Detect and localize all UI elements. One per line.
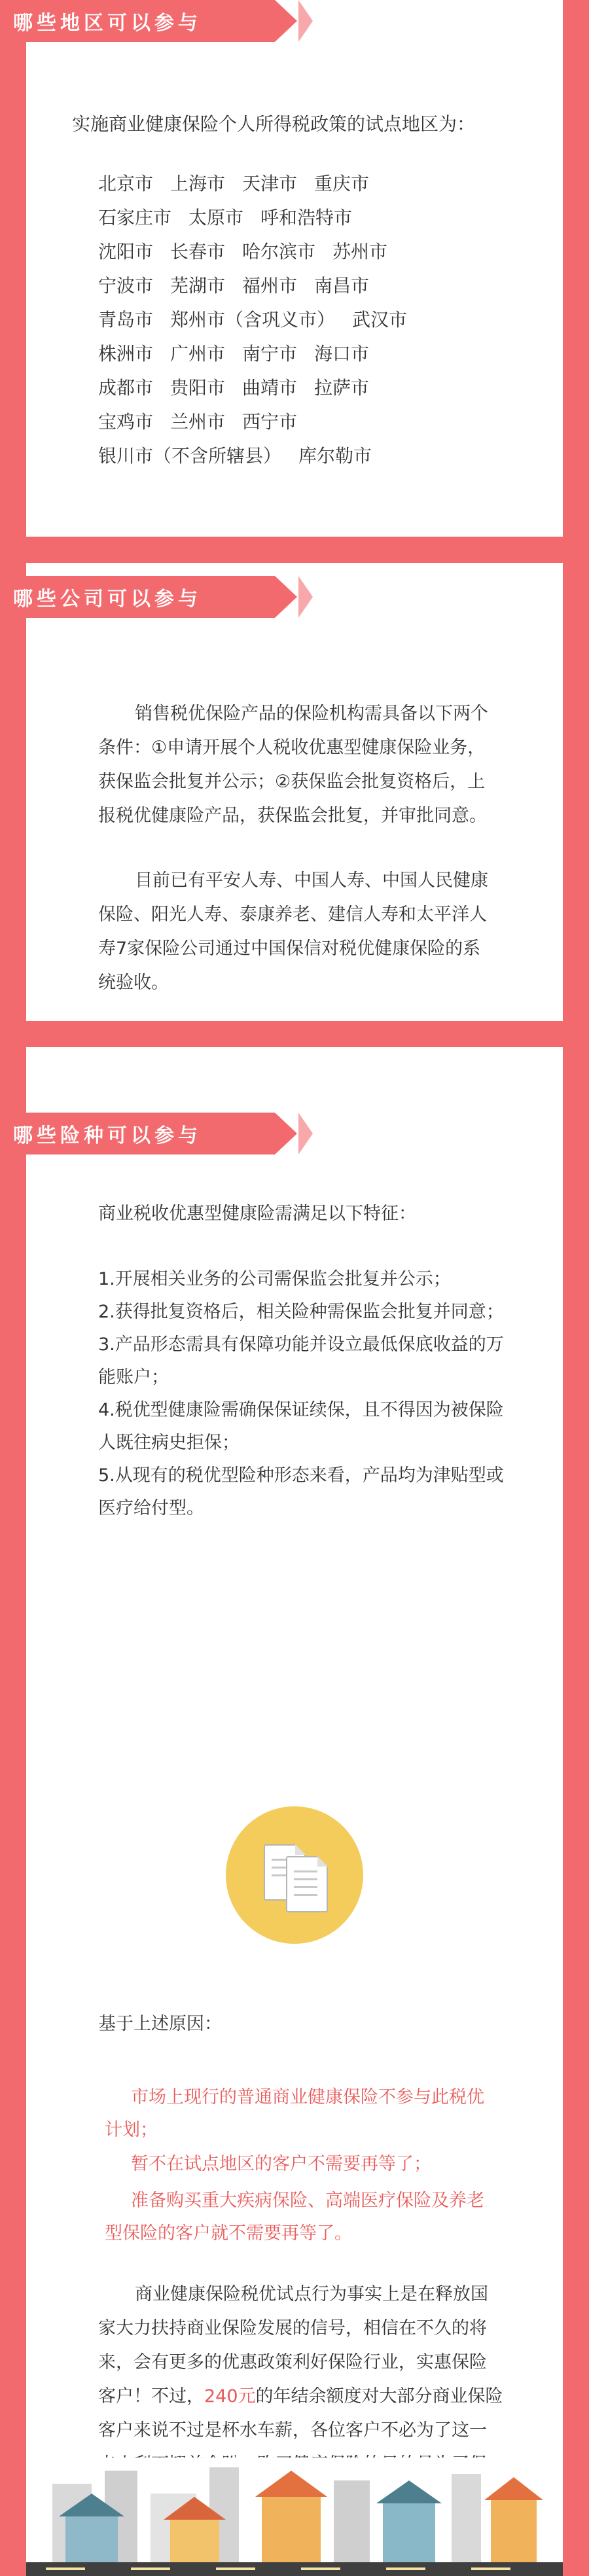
city-name: 曲靖市 bbox=[242, 377, 298, 399]
city-row bbox=[98, 201, 504, 235]
city-row bbox=[98, 269, 504, 303]
city-name: 库尔勒市 bbox=[298, 445, 372, 467]
city-list bbox=[98, 167, 504, 473]
feature-item: 4.税优型健康险需确保保证续保，且不得因为被保险人既往病史拒保； bbox=[98, 1400, 504, 1453]
banner-tail-icon bbox=[298, 1113, 313, 1154]
city-name: 北京市 bbox=[98, 173, 154, 194]
document-front-icon bbox=[286, 1856, 328, 1912]
city-row bbox=[98, 405, 504, 439]
city-name: 长春市 bbox=[170, 241, 226, 262]
feature-item: 3.产品形态需具有保障功能并设立最低保底收益的万能账户； bbox=[98, 1334, 504, 1387]
products-features bbox=[98, 1263, 504, 1525]
city-name: 青岛市 bbox=[98, 309, 154, 331]
city-row bbox=[98, 371, 504, 405]
city-name: 广州市 bbox=[170, 343, 226, 365]
city-name: 芜湖市 bbox=[170, 275, 226, 296]
city-name: 苏州市 bbox=[332, 241, 388, 262]
city-name: 郑州市（含巩义市） bbox=[170, 309, 336, 331]
city-skyline-illustration bbox=[26, 2458, 563, 2576]
city-name: 西宁市 bbox=[242, 411, 298, 433]
city-name: 宁波市 bbox=[98, 275, 154, 296]
banner-tail-icon bbox=[298, 0, 313, 42]
city-name: 上海市 bbox=[170, 173, 226, 194]
city-name: 株洲市 bbox=[98, 343, 154, 365]
city-row bbox=[98, 235, 504, 269]
city-name: 太原市 bbox=[188, 207, 244, 228]
banner-regions-label: 哪些地区可以参与 bbox=[13, 12, 202, 35]
regions-intro: 实施商业健康保险个人所得税政策的试点地区为： bbox=[72, 113, 476, 135]
city-name: 银川市（不含所辖县） bbox=[98, 445, 282, 467]
feature-item: 5.从现有的税优型险种形态来看，产品均为津贴型或医疗给付型。 bbox=[98, 1465, 504, 1518]
feature-item: 2.获得批复资格后，相关险种需保监会批复并同意； bbox=[98, 1302, 504, 1322]
city-name: 南昌市 bbox=[314, 275, 370, 296]
city-name: 石家庄市 bbox=[98, 207, 172, 228]
red-note: 准备购买重大疾病保险、高端医疗保险及养老型保险的客户就不需要再等了。 bbox=[105, 2191, 484, 2244]
city-row bbox=[98, 303, 504, 337]
city-name: 南宁市 bbox=[242, 343, 298, 365]
city-name: 武汉市 bbox=[352, 309, 408, 331]
city-row bbox=[98, 167, 504, 201]
city-name: 海口市 bbox=[314, 343, 370, 365]
products-intro: 商业税收优惠型健康险需满足以下特征： bbox=[98, 1204, 416, 1224]
city-name: 宝鸡市 bbox=[98, 411, 154, 433]
banner-products bbox=[0, 1113, 275, 1154]
city-name: 天津市 bbox=[242, 173, 298, 194]
city-row bbox=[98, 439, 504, 473]
closing-text: 商业健康保险税优试点行为事实上是在释放国家大力扶持商业保险发展的信号，相信在不久的将来，会有更多的优惠政策利好保险行业，实惠保险客户！不过， bbox=[98, 2284, 488, 2406]
city-row bbox=[98, 337, 504, 371]
city-name: 成都市 bbox=[98, 377, 154, 399]
red-note: 暂不在试点地区的客户不需要再等了； bbox=[131, 2154, 431, 2174]
banner-companies-label: 哪些公司可以参与 bbox=[13, 588, 202, 611]
city-name: 重庆市 bbox=[314, 173, 370, 194]
companies-approved: 目前已有平安人寿、中国人寿、中国人民健康保险、阳光人寿、泰康养老、建信人寿和太平洋人寿7家保险公司通过中国保信对税优健康保险的系统验收。 bbox=[98, 870, 488, 993]
city-name: 福州市 bbox=[242, 275, 298, 296]
city-name: 哈尔滨市 bbox=[242, 241, 316, 262]
closing-text: 的年结余额度对大部分商业保险客户来说不过是杯水车薪，各位客户不必为了这一 bbox=[98, 2386, 503, 2441]
city-name: 兰州市 bbox=[170, 411, 226, 433]
documents-icon bbox=[226, 1806, 363, 1944]
banner-tail-icon bbox=[298, 576, 313, 618]
closing-amount: 240元 bbox=[204, 2386, 256, 2406]
feature-item: 1.开展相关业务的公司需保监会批复并公示； bbox=[98, 1269, 451, 1289]
banner-regions bbox=[0, 0, 275, 42]
city-name: 沈阳市 bbox=[98, 241, 154, 262]
companies-conditions: 销售税优保险产品的保险机构需具备以下两个条件：①申请开展个人税收优惠型健康保险业务，获保监会批复并公示；②获保监会批复资格后，上报税优健康险产品，获保监会批复，并审批同意。 bbox=[98, 704, 488, 826]
red-note: 市场上现行的普通商业健康保险不参与此税优计划； bbox=[105, 2087, 484, 2140]
banner-products-label: 哪些险种可以参与 bbox=[13, 1124, 202, 1147]
basis-label: 基于上述原因： bbox=[98, 2014, 222, 2034]
banner-companies bbox=[0, 576, 275, 618]
city-name: 贵阳市 bbox=[170, 377, 226, 399]
city-name: 呼和浩特市 bbox=[260, 207, 353, 228]
city-name: 拉萨市 bbox=[314, 377, 370, 399]
